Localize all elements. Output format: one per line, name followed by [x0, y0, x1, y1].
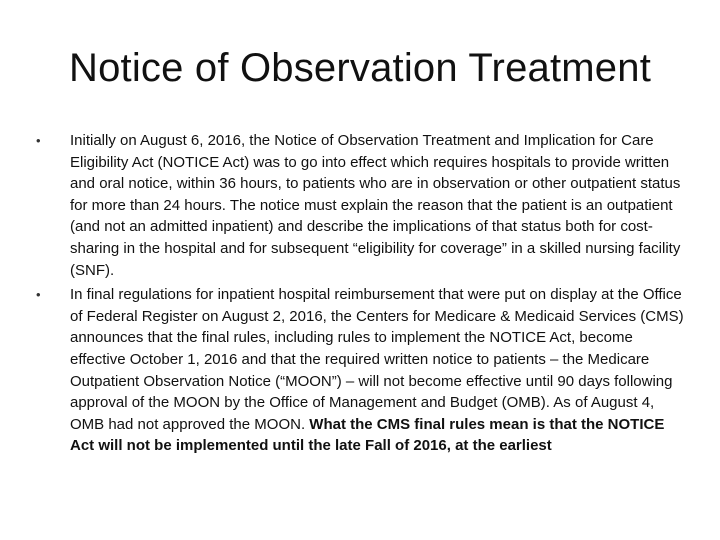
- bullet-text-1: Initially on August 6, 2016, the Notice of Observation Treatment and Implication for Care Eligibility Act (NOTICE Act) was to go into effect which requires hospitals to provide written and oral notice, within 36 hours, to patients who are in observation or other outpatient status for more than 24 hours. The notice must explain the reason that the patient is an outpatient (and not an admitted inpatient) and describe the implications of that status both for cost-sharing in the hospital and for subsequent “eligibility for coverage” in a skilled nursing facility (SNF).: [70, 132, 681, 279]
- bullet-text-2-emphasis: What the CMS final rules mean is that the NOTICE Act will not be implemented until the late Fall of 2016, at the earliest: [70, 415, 665, 455]
- bullet-icon: •: [36, 133, 41, 148]
- bullet-item-1: [36, 130, 686, 281]
- bullet-icon: •: [36, 287, 41, 303]
- bullet-item-2: [36, 284, 686, 457]
- bullet-text-2: In final regulations for inpatient hospital reimbursement that were put on display at the Office of Federal Register on August 2, 2016, the Centers for Medicare & Medicaid Services (CMS) announces that the final rules, including rules to implement the NOTICE Act, become effective October 1, 2016 and that the required written notice to patients – the Medicare Outpatient Observation Notice (“MOON”) – will not become effective until 90 days following approval of the MOON by the Office of Management and Budget (OMB). As of August 4, OMB had not approved the MOON.: [70, 286, 684, 433]
- slide-title: Notice of Observation Treatment: [68, 46, 652, 90]
- bullet-list: [36, 130, 686, 460]
